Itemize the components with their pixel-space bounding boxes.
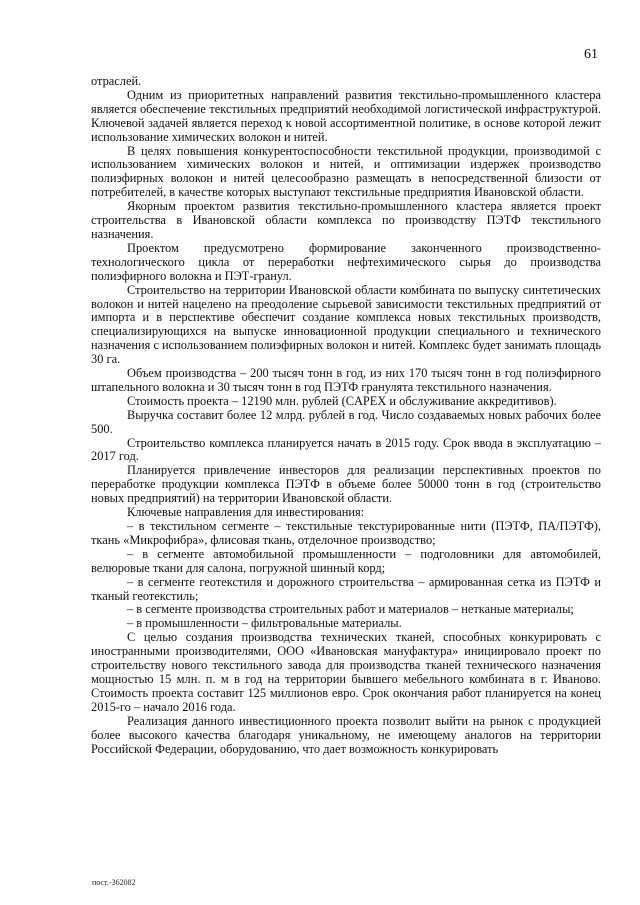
paragraph: Планируется привлечение инвесторов для реализации перспективных проектов по переработке продукции комплекса ПЭТФ в объеме более 50000 тонн в год (строительство новых предприятий) на территории Ивановской области.: [91, 463, 601, 506]
paragraph: Реализация данного инвестиционного проекта позволит выйти на рынок с продукцией более высокого качества благодаря уникальному, не имеющему аналогов на территории Российской Федерации, оборудованию, что дает возможность конкурировать: [91, 713, 601, 756]
paragraph: С целью создания производства технических тканей, способных конкурировать с иностранными производителями, ООО «Ивановская мануфактура» инициировало проект по строительству нового текстильного завода для производства тканей технического назначения мощностью 15 млн. п. м в год на территории бывшего мебельного комбината в г. Иваново. Стоимость проекта составит 125 миллионов евро. Срок окончания работ планируется на конец 2015-го – начало 2016 года.: [91, 630, 601, 714]
paragraph: Одним из приоритетных направлений развития текстильно-промышленного кластера является обеспечение текстильных предприятий необходимой логистической инфраструктурой. Ключевой задачей является переход к новой ассортиментной политике, в основе которой лежит использование химических волокон и нитей.: [91, 87, 601, 144]
paragraph: Якорным проектом развития текстильно-промышленного кластера является проект строительства в Ивановской области комплекса по производству ПЭТФ текстильного назначения.: [91, 199, 601, 241]
paragraph: Строительство на территории Ивановской области комбината по выпуску синтетических волокон и нитей нацелено на преодоление сырьевой зависимости текстильных предприятий от импорта и в перспективе обеспечит создание комплекса новых текстильных производств, специализирующихся на выпуске инновационной продукции специального и технического назначения с использованием полиэфирных волокон и нитей. Комплекс будет занимать площадь 30 га.: [91, 282, 602, 367]
paragraph: Проектом предусмотрено формирование законченного производственно-технологического цикла от переработки нефтехимического сырья до производства полиэфирного волокна и ПЭТ-гранул.: [91, 240, 601, 283]
document-body: [91, 75, 601, 756]
paragraph: отраслей.: [91, 74, 142, 88]
list-item: – в промышленности – фильтровальные материалы.: [127, 616, 402, 631]
paragraph: Ключевые направления для инвестирования:: [127, 505, 365, 520]
page-number: 61: [584, 47, 598, 62]
list-item: – в текстильном сегменте – текстильные текстурированные нити (ПЭТФ, ПА/ПЭТФ), ткань «Микрофибра», флисовая ткань, отделочное производство;: [91, 519, 601, 547]
list-item: – в сегменте геотекстиля и дорожного строительства – армированная сетка из ПЭТФ и тканый геотекстиль;: [91, 574, 601, 603]
paragraph: Объем производства – 200 тысяч тонн в год, из них 170 тысяч тонн в год полиэфирного штапельного волокна и 30 тысяч тонн в год ПЭТФ гранулята текстильного назначения.: [91, 366, 601, 394]
paragraph: В целях повышения конкурентоспособности текстильной продукции, производимой с использованием химических волокон и нитей, и оптимизации издержек производство полиэфирных волокон и нитей целесообразно размещать в непосредственной близости от потребителей, в качестве которых выступают текстильные предприятия Ивановской области.: [91, 143, 601, 200]
list-item: – в сегменте производства строительных работ и материалов – нетканые материалы;: [127, 602, 574, 617]
list-item: – в сегменте автомобильной промышленности – подголовники для автомобилей, велюровые ткани для салона, погружной шинный корд;: [91, 546, 601, 575]
paragraph: Строительство комплекса планируется начать в 2015 году. Срок ввода в эксплуатацию – 2017 год.: [91, 435, 601, 464]
footer-stamp: пост.-362082: [92, 878, 136, 887]
paragraph: Выручка составит более 12 млрд. рублей в год. Число создаваемых новых рабочих более 500.: [91, 407, 601, 436]
paragraph: Стоимость проекта – 12190 млн. рублей (CAPEX и обслуживание аккредитивов).: [127, 393, 557, 408]
